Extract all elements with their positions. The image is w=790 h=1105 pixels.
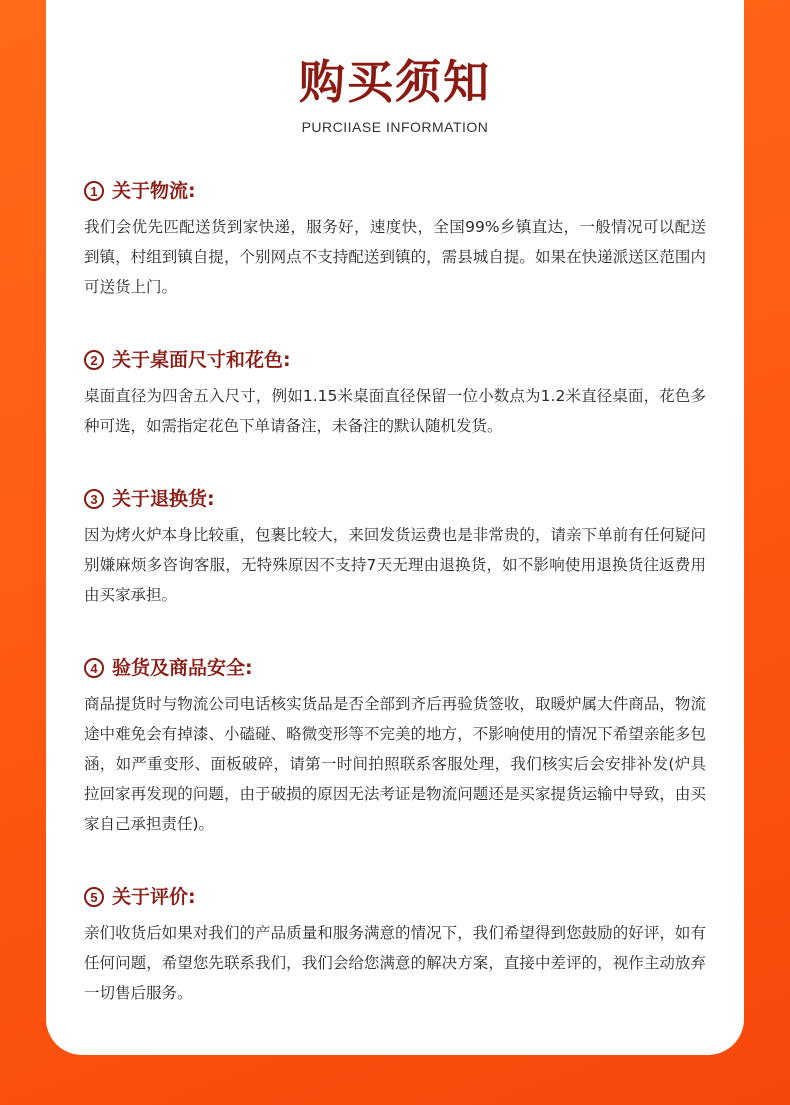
section-heading [84,653,706,683]
section-body: 桌面直径为四舍五入尺寸，例如1.15米桌面直径保留一位小数点为1.2米直径桌面，花色多种可选，如需指定花色下单请备注，未备注的默认随机发货。 [84,387,706,435]
page-title: 购买须知 [299,55,491,109]
section-heading [84,176,706,206]
page-subtitle: PURCIIASE INFORMATION [301,119,489,135]
header [84,52,706,136]
section-reviews [84,882,706,1008]
section-number-badge: 5 [84,887,104,907]
purchase-notice-card [46,0,744,1055]
section-body: 亲们收货后如果对我们的产品质量和服务满意的情况下，我们希望得到您鼓励的好评，如有任何问题，希望您先联系我们，我们会给您满意的解决方案，直接中差评的，视作主动放弃一切售后服务。 [84,924,706,1002]
notice-sections [84,176,706,1008]
section-body: 我们会优先匹配送货到家快递，服务好，速度快，全国99%乡镇直达，一般情况可以配送到镇，村组到镇自提，个别网点不支持配送到镇的，需县城自提。如果在快递派送区范围内可送货上门。 [84,218,706,296]
section-number-badge: 1 [84,181,104,201]
section-inspection-safety [84,653,706,839]
section-number-badge: 3 [84,489,104,509]
section-title: 关于评价: [112,886,196,908]
section-returns [84,484,706,610]
section-heading [84,345,706,375]
section-title: 验货及商品安全: [112,657,253,679]
section-number-badge: 2 [84,350,104,370]
section-logistics [84,176,706,302]
section-body: 商品提货时与物流公司电话核实货品是否全部到齐后再验货签收，取暖炉属大件商品，物流途中难免会有掉漆、小磕碰、略微变形等不完美的地方，不影响使用的情况下希望亲能多包涵，如严重变形、面板破碎，请第一时间拍照联系客服处理，我们核实后会安排补发(炉具拉回家再发现的问题，由于破损的原因无法考证是物流问题还是买家提货运输中导致，由买家自己承担责任)。 [84,695,706,833]
section-heading [84,882,706,912]
section-table-size-pattern [84,345,706,441]
section-title: 关于桌面尺寸和花色: [112,349,291,371]
section-body: 因为烤火炉本身比较重，包裹比较大，来回发货运费也是非常贵的，请亲下单前有任何疑问别嫌麻烦多咨询客服，无特殊原因不支持7天无理由退换货，如不影响使用退换货往返费用由买家承担。 [84,526,706,604]
section-heading [84,484,706,514]
section-title: 关于退换货: [112,488,215,510]
section-number-badge: 4 [84,658,104,678]
section-title: 关于物流: [112,180,196,202]
